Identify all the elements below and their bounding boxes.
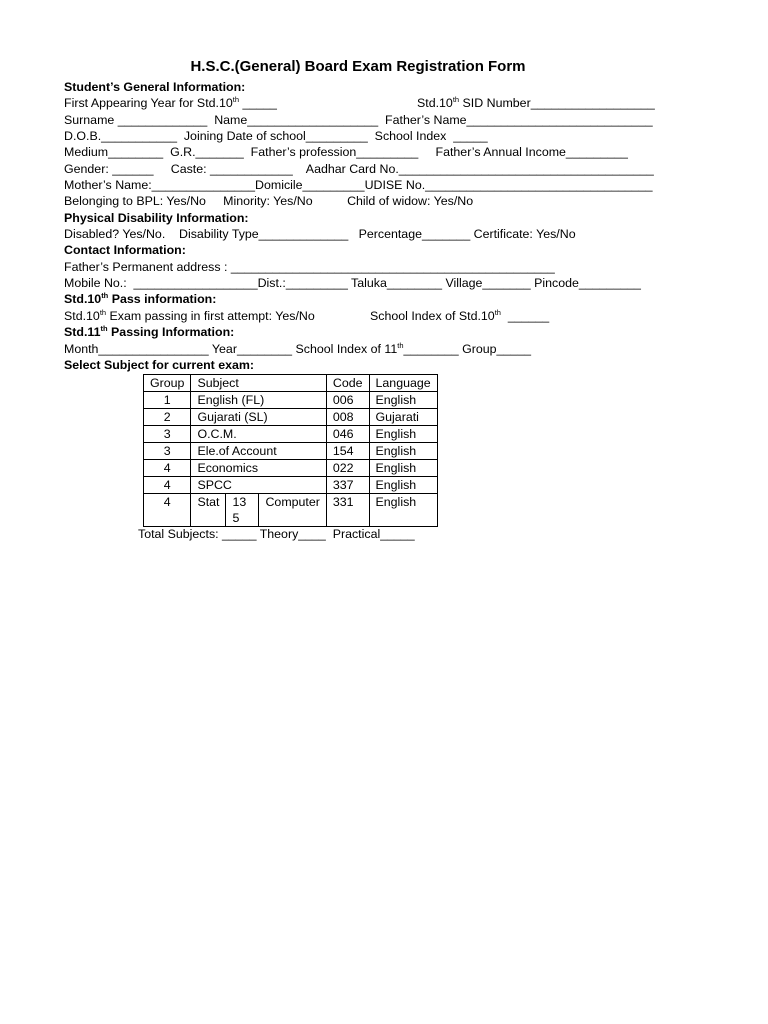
table-row[interactable] [144, 477, 438, 494]
group-cell: 4 [144, 494, 191, 527]
group-cell: 2 [144, 409, 191, 426]
table-row[interactable] [144, 443, 438, 460]
general-info-heading: Student’s General Information: [64, 80, 246, 94]
code-cell: 022 [326, 460, 369, 477]
std11-heading: Std.11th Passing Information: [64, 324, 235, 339]
code-cell: 331 [326, 494, 369, 527]
first-appearing-year-field[interactable]: First Appearing Year for Std.10th _____ [64, 95, 277, 110]
subject-cell: O.C.M. [191, 426, 326, 443]
table-row[interactable] [144, 460, 438, 477]
language-cell: English [369, 426, 437, 443]
code-cell: 337 [326, 477, 369, 494]
code-cell: 046 [326, 426, 369, 443]
header-language: Language [369, 375, 437, 392]
language-cell: English [369, 392, 437, 409]
group-cell: 4 [144, 477, 191, 494]
subject-cell: SPCC [191, 477, 326, 494]
header-subject: Subject [191, 375, 326, 392]
table-row[interactable] [144, 392, 438, 409]
subject-cell: Economics [191, 460, 326, 477]
language-cell: Gujarati [369, 409, 437, 426]
code-cell: 154 [326, 443, 369, 460]
std10-school-index-field[interactable]: School Index of Std.10th ______ [370, 308, 550, 323]
dob-school-line[interactable]: D.O.B.___________ Joining Date of school_________ School Index _____ [64, 129, 488, 143]
subject-cell: Ele.of Account [191, 443, 326, 460]
std11-passing-line[interactable]: Month________________ Year________ School Index of 11th________ Group_____ [64, 341, 531, 356]
group-cell: 3 [144, 443, 191, 460]
language-cell: English [369, 443, 437, 460]
contact-heading: Contact Information: [64, 243, 186, 257]
first-attempt-field[interactable]: Std.10th Exam passing in first attempt: Yes/No [64, 308, 315, 323]
permanent-address-field[interactable]: Father’s Permanent address : _______________________________________________ [64, 260, 555, 274]
medium-income-line[interactable]: Medium________ G.R._______ Father’s profession_________ Father’s Annual Income_________ [64, 145, 628, 159]
language-cell: English [369, 477, 437, 494]
header-code: Code [326, 375, 369, 392]
table-header-row [144, 375, 438, 392]
disability-heading: Physical Disability Information: [64, 211, 249, 225]
form-title: H.S.C.(General) Board Exam Registration Form [190, 58, 526, 75]
group-cell: 1 [144, 392, 191, 409]
stat-subject-cell: Stat [191, 494, 226, 527]
language-cell: English [369, 460, 437, 477]
table-row[interactable] [144, 426, 438, 443]
mobile-address-line[interactable]: Mobile No.: __________________Dist.:_________ Taluka________ Village_______ Pincode_________ [64, 276, 641, 290]
code-cell: 006 [326, 392, 369, 409]
table-row-elective[interactable] [144, 494, 438, 527]
subject-cell: Gujarati (SL) [191, 409, 326, 426]
code-cell: 008 [326, 409, 369, 426]
group-cell: 4 [144, 460, 191, 477]
mother-udise-line[interactable]: Mother’s Name:_______________Domicile_________UDISE No._________________________________ [64, 178, 653, 192]
name-fields-line[interactable]: Surname _____________ Name___________________ Father’s Name___________________________ [64, 113, 653, 127]
disability-line[interactable]: Disabled? Yes/No. Disability Type_____________ Percentage_______ Certificate: Yes/No [64, 227, 576, 241]
total-subjects-line[interactable]: Total Subjects: _____ Theory____ Practical_____ [138, 527, 415, 541]
subject-cell: English (FL) [191, 392, 326, 409]
computer-subject-cell: Computer [259, 494, 326, 527]
subject-table [143, 374, 438, 527]
stat-code-cell: 135 [226, 494, 259, 527]
group-cell: 3 [144, 426, 191, 443]
bpl-minority-line[interactable]: Belonging to BPL: Yes/No Minority: Yes/No Child of widow: Yes/No [64, 194, 474, 208]
language-cell: English [369, 494, 437, 527]
gender-aadhar-line[interactable]: Gender: ______ Caste: ____________ Aadhar Card No._____________________________________ [64, 162, 654, 176]
sid-number-field[interactable]: Std.10th SID Number__________________ [417, 95, 655, 110]
header-group: Group [144, 375, 191, 392]
std10-heading: Std.10th Pass information: [64, 291, 217, 306]
subject-selection-heading: Select Subject for current exam: [64, 358, 255, 372]
table-row[interactable] [144, 409, 438, 426]
